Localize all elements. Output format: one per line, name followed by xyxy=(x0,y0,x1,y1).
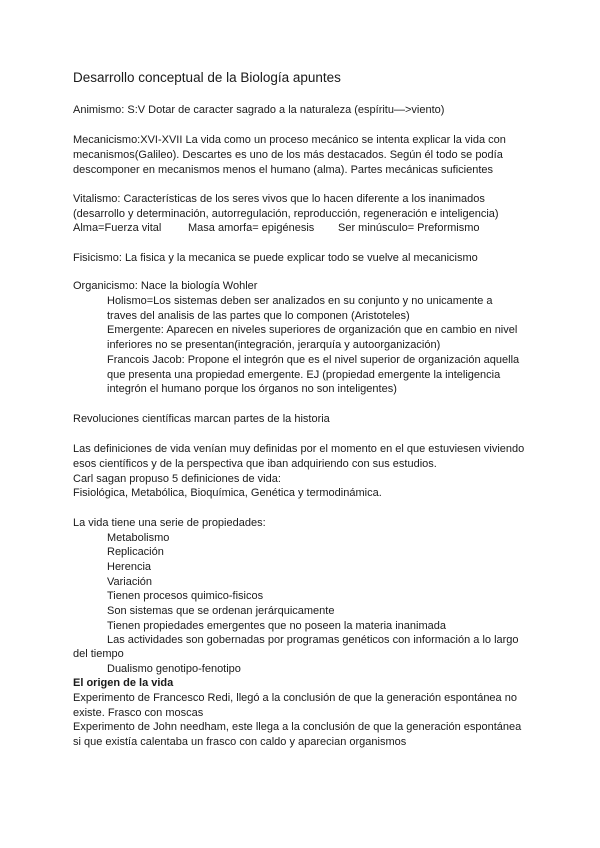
fisicismo-paragraph: Fisicismo: La fisica y la mecanica se puede explicar todo se vuelve al mecanicismo xyxy=(73,252,478,264)
mecanicismo-line-1: Mecanicismo:XVI-XVII La vida como un proceso mecánico se intenta explicar la vida con xyxy=(73,134,506,146)
vitalismo-line-1: Vitalismo: Características de los seres vivos que lo hacen diferente a los inanimados xyxy=(73,193,485,205)
list-item: Dualismo genotipo-fenotipo xyxy=(107,663,241,675)
list-item: Las actividades son gobernadas por programas genéticos con información a lo largo xyxy=(107,634,519,646)
list-item-continuation: del tiempo xyxy=(73,648,124,660)
list-item: Tienen procesos quimico-fisicos xyxy=(107,590,264,602)
vitalismo-line-2: (desarrollo y determinación, autorregulación, reproducción, regeneración e inteligencia) xyxy=(73,208,499,220)
origen-line-2: existe. Frasco con moscas xyxy=(73,707,204,719)
term-masa-amorfa: Masa amorfa= epigénesis xyxy=(188,222,315,234)
list-item: Tienen propiedades emergentes que no poseen la materia inanimada xyxy=(107,620,446,632)
mecanicismo-line-3: descomponer en mecanismos menos el humano (alma). Partes mecánicas suficientes xyxy=(73,164,494,176)
origen-heading: El origen de la vida xyxy=(73,677,174,689)
list-item: Variación xyxy=(107,576,153,588)
vitalismo-terms xyxy=(73,221,480,235)
definiciones-line-1: Las definiciones de vida venían muy definidas por el momento en el que estuviesen viviendo xyxy=(73,443,525,455)
list-item: Metabolismo xyxy=(107,532,170,544)
organicismo-line-4: inferiores no se presentan(integración, jerarquía y autoorganización) xyxy=(107,339,441,351)
organicismo-line-3: Emergente: Aparecen en niveles superiores de organización que en cambio en nivel xyxy=(107,324,518,336)
propiedades-intro: La vida tiene una serie de propiedades: xyxy=(73,517,266,529)
organicismo-intro: Organicismo: Nace la biología Wohler xyxy=(73,280,258,292)
origen-line-4: si que existía calentaba un frasco con caldo y aparecian organismos xyxy=(73,736,407,748)
list-item: Son sistemas que se ordenan jerárquicamente xyxy=(107,605,335,617)
origen-line-1: Experimento de Francesco Redi, llegó a la conclusión de que la generación espontánea no xyxy=(73,692,517,704)
definiciones-line-3: Carl sagan propuso 5 definiciones de vida: xyxy=(73,473,281,485)
list-item: Herencia xyxy=(107,561,152,573)
organicismo-line-6: que presenta una propiedad emergente. EJ (propiedad emergente la inteligencia xyxy=(107,369,501,381)
definiciones-line-2: esos científicos y de la perspectiva que iban adquiriendo con sus estudios. xyxy=(73,458,437,470)
animismo-paragraph: Animismo: S:V Dotar de caracter sagrado a la naturaleza (espíritu—>viento) xyxy=(73,104,445,116)
list-item: Replicación xyxy=(107,546,164,558)
definiciones-line-4: Fisiológica, Metabólica, Bioquímica, Genética y termodinámica. xyxy=(73,487,382,499)
organicismo-line-5: Francois Jacob: Propone el integrón que es el nivel superior de organización aquella xyxy=(107,354,520,366)
origen-line-3: Experimento de John needham, este llega a la conclusión de que la generación espontánea xyxy=(73,721,522,733)
mecanicismo-line-2: mecanismos(Galileo). Descartes es uno de los más destacados. Según él todo se podía xyxy=(73,149,503,161)
revoluciones-paragraph: Revoluciones científicas marcan partes de la historia xyxy=(73,413,330,425)
term-alma: Alma=Fuerza vital xyxy=(73,222,162,234)
organicismo-line-2: traves del analisis de las partes que lo componen (Aristoteles) xyxy=(107,310,410,322)
organicismo-line-1: Holismo=Los sistemas deben ser analizados en su conjunto y no unicamente a xyxy=(107,295,493,307)
term-ser-minusculo: Ser minúsculo= Preformismo xyxy=(338,222,480,234)
organicismo-line-7: integrón el humano porque los órganos no son inteligentes) xyxy=(107,383,397,395)
page-title: Desarrollo conceptual de la Biología apuntes xyxy=(73,70,341,85)
